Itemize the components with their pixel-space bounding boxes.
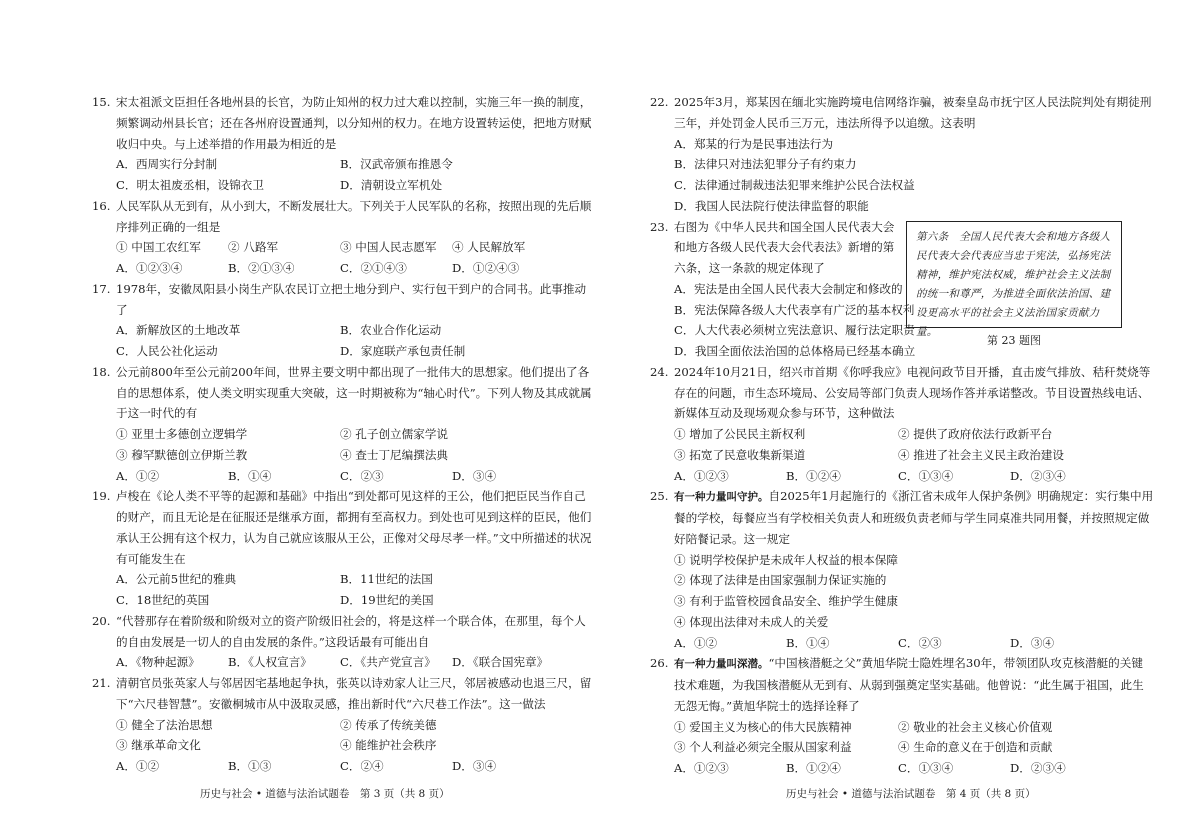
option-d[interactable]: D．家庭联产承包责任制	[340, 344, 466, 358]
question-stem: “代替那存在着阶级和阶级对立的资产阶级旧社会的，将是这样一个联合体，在那里，每个人的自由发展是一切人的自由发展的条件。”这段话最有可能出自	[116, 613, 586, 649]
question-21	[92, 673, 596, 777]
question-19	[92, 486, 596, 611]
question-stem: 卢梭在《论人类不平等的起源和基础》中指出“到处都可见这样的王公，他们把臣民当作自己的财产，而且无论是在征服还是继承方面，都拥有至高权力。到处也可见到这样的臣民，他们承认王公拥有这个权力，认为自己就应该服从王公，正像对父母尽孝一样。”文中所描述的状况有可能发生在	[116, 489, 592, 566]
statement-3: ③ 拓宽了民意收集新渠道	[674, 447, 806, 462]
question-stem: 公元前800年至公元前200年间，世界主要文明中都出现了一批伟大的思想家。他们提出了各自的思想体系，使人类文明实现重大突破，这一时期被称为“轴心时代”。下列人物及其成就属于这一时代的有	[116, 364, 592, 421]
question-23	[650, 217, 1154, 362]
question-stem: 人民军队从无到有，从小到大，不断发展壮大。下列关于人民军队的名称，按照出现的先后顺序排列正确的一组是	[116, 198, 592, 234]
statement-2: ② 提供了政府依法行政新平台	[898, 427, 1053, 441]
question-number: 21.	[92, 676, 111, 690]
statement-1: ① 爱国主义为核心的伟大民族精神	[674, 719, 852, 734]
page-3	[92, 92, 596, 777]
option-b[interactable]: B．宪法保障各级人大代表享有广泛的基本权利	[674, 302, 915, 317]
option-b[interactable]: B．11世纪的法国	[340, 572, 433, 587]
option-c[interactable]: C．①③④	[898, 468, 954, 483]
question-17	[92, 279, 596, 362]
option-b[interactable]: B．法律只对违法犯罪分子有约束力	[674, 157, 857, 172]
question-number: 22.	[650, 95, 669, 109]
option-b[interactable]: B．①③	[228, 759, 272, 773]
page-4	[650, 92, 1154, 779]
question-25	[650, 486, 1154, 653]
statement-2: ② 传承了传统美德	[340, 717, 437, 732]
option-d[interactable]: D．②③④	[1010, 468, 1066, 483]
option-b[interactable]: B．《人权宣言》	[228, 655, 312, 670]
question-number: 24.	[650, 364, 669, 379]
statement-4: ④ 体现出法律对未成人的关爱	[674, 614, 829, 629]
question-number: 15.	[92, 95, 111, 109]
option-c[interactable]: C．《共产党宣言》	[340, 655, 436, 670]
option-b[interactable]: B．②①③④	[228, 261, 295, 275]
statement-1: ① 亚里士多德创立逻辑学	[116, 427, 248, 441]
statement-1: ① 增加了公民民主新权利	[674, 427, 806, 441]
statement-4: ④ 能维护社会秩序	[340, 738, 437, 753]
question-26	[650, 653, 1154, 779]
question-stem: 2025年3月，郑某因在缅北实施跨境电信网络诈骗，被秦皇岛市抚宁区人民法院判处有期徒刑三年，并处罚金人民币三万元，违法所得予以追缴。这表明	[674, 95, 1152, 130]
option-d[interactable]: D．③④	[452, 468, 497, 483]
question-number: 26.	[650, 656, 669, 671]
option-d[interactable]: D．①②④③	[452, 261, 520, 275]
option-b[interactable]: B．汉武帝颁布推恩令	[340, 157, 453, 172]
statement-1: ① 说明学校保护是未成年人权益的根本保障	[674, 552, 898, 567]
question-number: 25.	[650, 489, 669, 504]
option-a[interactable]: A．《物种起源》	[116, 655, 200, 670]
figure-23	[906, 221, 1122, 366]
statement-1: ① 中国工农红军	[116, 240, 201, 255]
statement-3: ③ 继承革命文化	[116, 738, 201, 753]
option-c[interactable]: C．人大代表必须树立宪法意识、履行法定职责	[674, 323, 915, 338]
option-a[interactable]: A．西周实行分封制	[116, 157, 218, 172]
option-a[interactable]: A．①②	[116, 468, 160, 483]
question-number: 18.	[92, 364, 111, 379]
statement-2: ② 体现了法律是由国家强制力保证实施的	[674, 573, 887, 588]
page-footer: 历史与社会 • 道德与法治试题卷 第 3 页（共 8 页）	[200, 788, 450, 800]
statement-3: ③ 个人利益必须完全服从国家利益	[674, 740, 852, 755]
option-c[interactable]: C．②③	[898, 635, 942, 650]
question-stem: 自2025年1月起施行的《浙江省未成年人保护条例》明确规定：实行集中用餐的学校，每餐应当有学校相关负责人和班级负责老师与学生同桌准共同用餐，并按照规定做好陪餐记录。这一规定	[674, 489, 1154, 546]
question-stem: 宋太祖派文臣担任各地州县的长官，为防止知州的权力过大难以控制，实施三年一换的制度，频繁调动州县长官；还在各州府设置通判，以分知州的权力。在地方设置转运使，把地方财赋收归中央。与上述举措的作用最为相近的是	[116, 95, 592, 151]
statement-4: ④ 人民解放军	[452, 240, 526, 255]
option-d[interactable]: D．清朝设立军机处	[340, 178, 443, 192]
question-24	[650, 362, 1154, 487]
option-a[interactable]: A．郑某的行为是民事违法行为	[674, 136, 834, 151]
page-footer: 历史与社会 • 道德与法治试题卷 第 4 页（共 8 页）	[786, 788, 1036, 800]
option-c[interactable]: C．①③④	[898, 761, 954, 775]
question-number: 16.	[92, 198, 111, 213]
option-a[interactable]: A．①②③④	[116, 261, 183, 275]
statement-4: ④ 生命的意义在于创造和贡献	[898, 740, 1053, 755]
option-d[interactable]: D．③④	[452, 759, 497, 773]
question-15	[92, 92, 596, 196]
option-d[interactable]: D．《联合国宪章》	[452, 655, 549, 670]
statement-3: ③ 中国人民志愿军	[340, 240, 437, 255]
option-c[interactable]: C．②④	[340, 759, 384, 773]
option-c[interactable]: C．②③	[340, 468, 384, 483]
question-lead: 有一种力量叫守护。	[674, 491, 769, 504]
question-stem: “中国核潜艇之父”黄旭华院士隐姓埋名30年，带领团队攻克核潜艇的关键技术难题，为我国核潜艇从无到有、从弱到强奠定坚实基础。他曾说：“此生属于祖国，此生无怨无悔。”黄旭华院士的选择诠释了	[674, 656, 1144, 713]
statement-4: ④ 推进了社会主义民主政治建设	[898, 447, 1064, 462]
statement-4: ④ 查士丁尼编撰法典	[340, 447, 449, 462]
question-20	[92, 611, 596, 673]
statement-1: ① 健全了法治思想	[116, 717, 213, 732]
option-c[interactable]: C．18世纪的英国	[116, 593, 210, 607]
option-b[interactable]: B．①②④	[786, 761, 841, 775]
option-d[interactable]: D．19世纪的美国	[340, 593, 434, 607]
question-stem: 清朝官员张英家人与邻居因宅基地起争执，张英以诗劝家人让三尺，邻居被感动也退三尺，留下“六尺巷智慧”。安徽桐城市从中汲取灵感，推出新时代“六尺巷工作法”。这一做法	[116, 676, 592, 711]
statement-3: ③ 穆罕默德创立伊斯兰教	[116, 447, 248, 462]
question-number: 23.	[650, 219, 669, 234]
statement-3: ③ 有利于监管校园食品安全、维护学生健康	[674, 594, 898, 608]
figure-caption: 第 23 题图	[987, 333, 1041, 347]
question-number: 17.	[92, 281, 111, 296]
option-b[interactable]: B．①②④	[786, 468, 841, 483]
option-b[interactable]: B．①④	[228, 468, 272, 483]
statement-2: ② 孔子创立儒家学说	[340, 427, 449, 441]
option-d[interactable]: D．我国人民法院行使法律监督的职能	[674, 198, 869, 213]
option-a[interactable]: A．①②	[674, 635, 718, 650]
option-d[interactable]: D．③④	[1010, 635, 1055, 650]
option-a[interactable]: A．①②③	[674, 761, 729, 775]
option-a[interactable]: A．①②③	[674, 468, 729, 483]
option-b[interactable]: B．①④	[786, 635, 830, 650]
question-number: 19.	[92, 489, 111, 504]
question-stem: 2024年10月21日，绍兴市首期《你呼我应》电视问政节目开播，直击废气排放、秸秆焚烧等存在的问题，市生态环境局、公安局等部门负责人现场作答并承诺整改。节目设置热线电话、新媒体互动及现场观众参与环节，这种做法	[674, 364, 1151, 421]
question-lead: 有一种力量叫深潜。	[674, 658, 769, 671]
question-stem: 1978年，安徽凤阳县小岗生产队农民订立把土地分到户、实行包干到户的合同书。此事推动了	[116, 281, 587, 317]
option-d[interactable]: D．②③④	[1010, 761, 1066, 775]
option-d[interactable]: D．我国全面依法治国的总体格局已经基本确立	[674, 344, 916, 358]
option-a[interactable]: A．公元前5世纪的雅典	[116, 572, 237, 587]
option-a[interactable]: A．新解放区的土地改革	[116, 323, 241, 338]
statement-2: ② 敬业的社会主义核心价值观	[898, 719, 1053, 734]
question-stem: 右图为《中华人民共和国全国人民代表大会和地方各级人民代表大会代表法》新增的第六条，这一条款的规定体现了	[674, 219, 895, 275]
option-c[interactable]: C．法律通过制裁违法犯罪来维护公民合法权益	[674, 178, 915, 192]
question-16	[92, 196, 596, 279]
question-22	[650, 92, 1154, 217]
option-b[interactable]: B．农业合作化运动	[340, 323, 442, 338]
option-c[interactable]: C．②①④③	[340, 261, 407, 275]
option-c[interactable]: C．人民公社化运动	[116, 344, 218, 358]
option-a[interactable]: A．宪法是由全国人民代表大会制定和修改的	[674, 281, 903, 296]
law-article-box: 第六条 全国人民代表大会和地方各级人民代表大会代表应当忠于宪法，弘扬宪法精神，维护宪法权威，维护社会主义法制的统一和尊严，为推进全面依法治国、建设更高水平的社会主义法治国家贡献力量。	[906, 221, 1122, 328]
question-18	[92, 362, 596, 487]
option-a[interactable]: A．①②	[116, 759, 160, 773]
question-number: 20.	[92, 613, 111, 628]
statement-2: ② 八路军	[228, 240, 279, 255]
option-c[interactable]: C．明太祖废丞相，设锦衣卫	[116, 178, 264, 192]
